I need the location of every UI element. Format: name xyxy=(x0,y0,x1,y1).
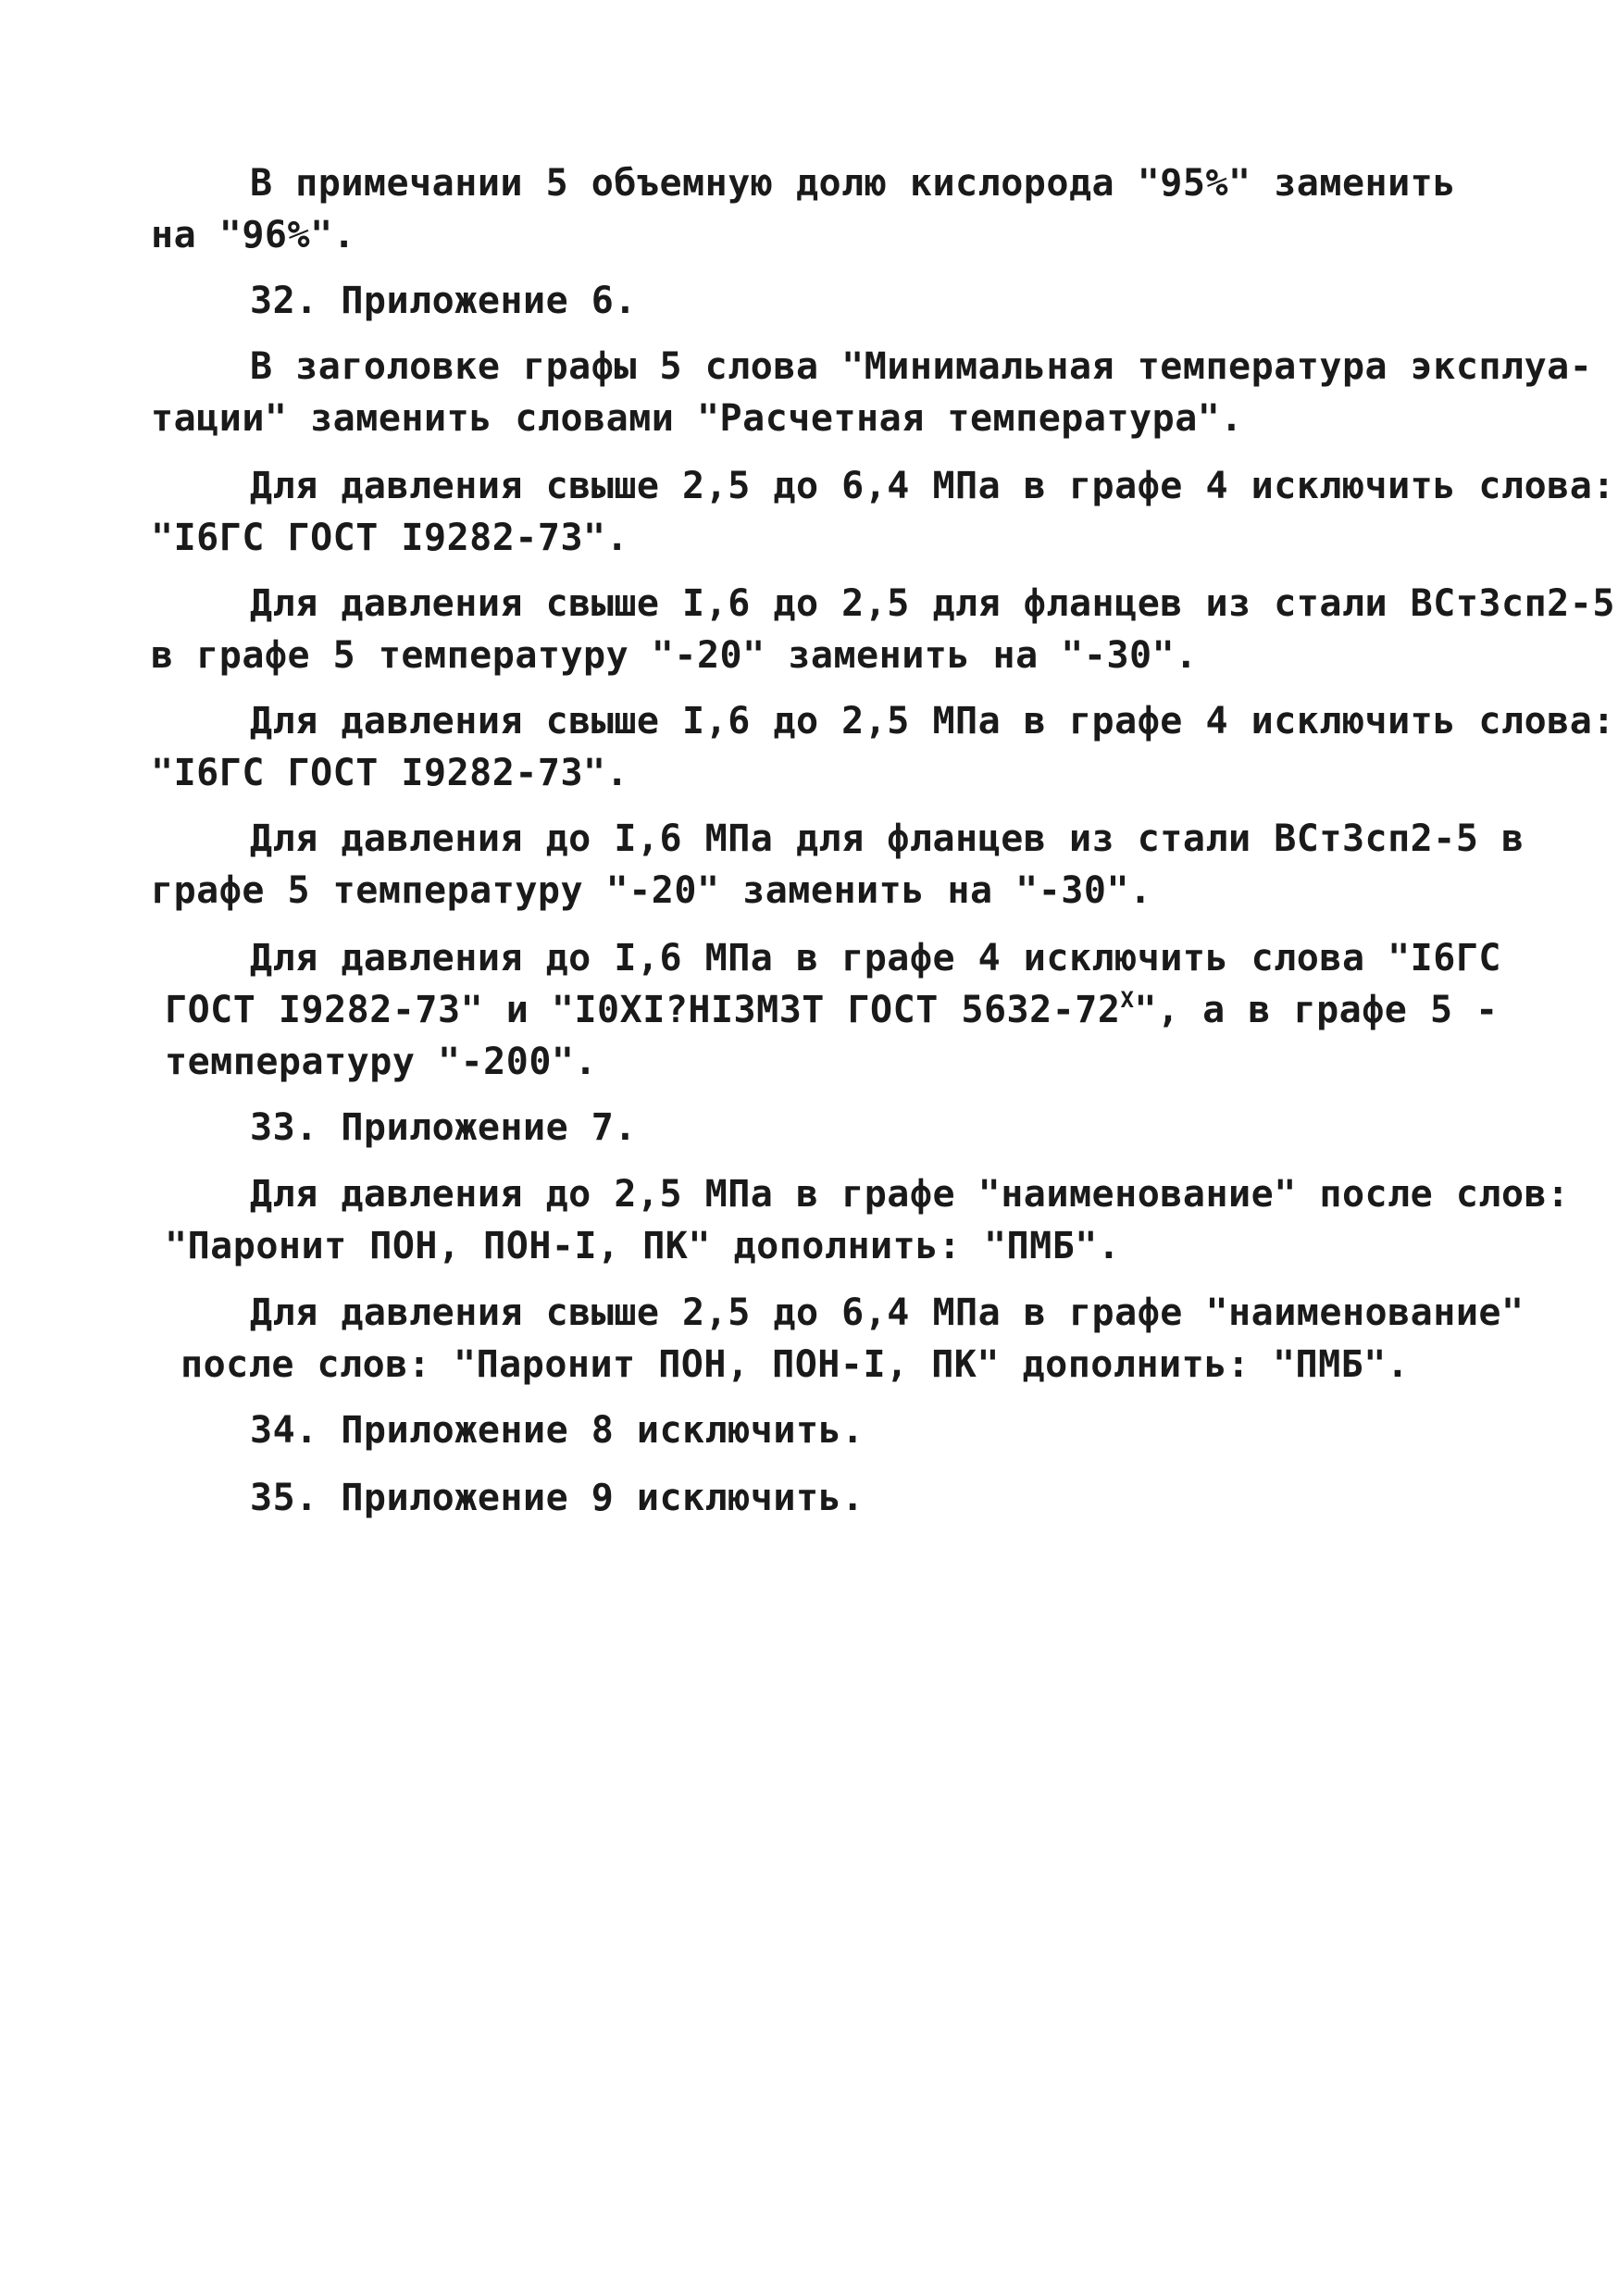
text-segment: ГОСТ I9282-73" и "I0XI?HI3M3T ГОСТ 5632-72 xyxy=(165,989,1121,1031)
text-line: Для давления свыше I,6 до 2,5 для фланцев из стали ВСт3сп2-5 xyxy=(250,582,1615,625)
section-heading-34: 34. Приложение 8 исключить. xyxy=(250,1409,865,1452)
text-line: на "96%". xyxy=(151,214,356,256)
text-line xyxy=(165,987,1499,1031)
section-heading-33: 33. Приложение 7. xyxy=(250,1106,637,1149)
text-line: температуру "-200". xyxy=(165,1041,598,1083)
text-line: Для давления до I,6 МПа в графе 4 исключить слова "I6ГС xyxy=(250,937,1502,980)
text-line: В примечании 5 объемную долю кислорода "95%" заменить xyxy=(250,162,1456,205)
text-line: Для давления свыше 2,5 до 6,4 МПа в графе "наименование" xyxy=(250,1292,1525,1334)
section-heading-32: 32. Приложение 6. xyxy=(250,280,637,322)
text-line: Для давления свыше 2,5 до 6,4 МПа в графе 4 исключить слова: xyxy=(250,465,1615,507)
text-line: Для давления до 2,5 МПа в графе "наименование" после слов: xyxy=(250,1173,1570,1216)
superscript: X xyxy=(1120,987,1135,1013)
text-line: "I6ГС ГОСТ I9282-73". xyxy=(151,517,629,559)
text-line: В заголовке графы 5 слова "Минимальная температура эксплуа- xyxy=(250,345,1593,388)
text-line: в графе 5 температуру "-20" заменить на "-30". xyxy=(151,634,1198,677)
text-line: "I6ГС ГОСТ I9282-73". xyxy=(151,752,629,794)
text-line: Для давления свыше I,6 до 2,5 МПа в графе 4 исключить слова: xyxy=(250,700,1615,742)
text-line: после слов: "Паронит ПОН, ПОН-I, ПК" дополнить: "ПМБ". xyxy=(180,1343,1410,1386)
text-line: "Паронит ПОН, ПОН-I, ПК" дополнить: "ПМБ". xyxy=(165,1225,1121,1267)
text-line: графе 5 температуру "-20" заменить на "-30". xyxy=(151,869,1152,912)
section-heading-35: 35. Приложение 9 исключить. xyxy=(250,1477,865,1519)
text-line: Для давления до I,6 МПа для фланцев из стали ВСт3сп2-5 в xyxy=(250,817,1525,860)
text-line: тации" заменить словами "Расчетная температура". xyxy=(151,397,1243,440)
text-segment: ", а в графе 5 - xyxy=(1134,989,1499,1031)
